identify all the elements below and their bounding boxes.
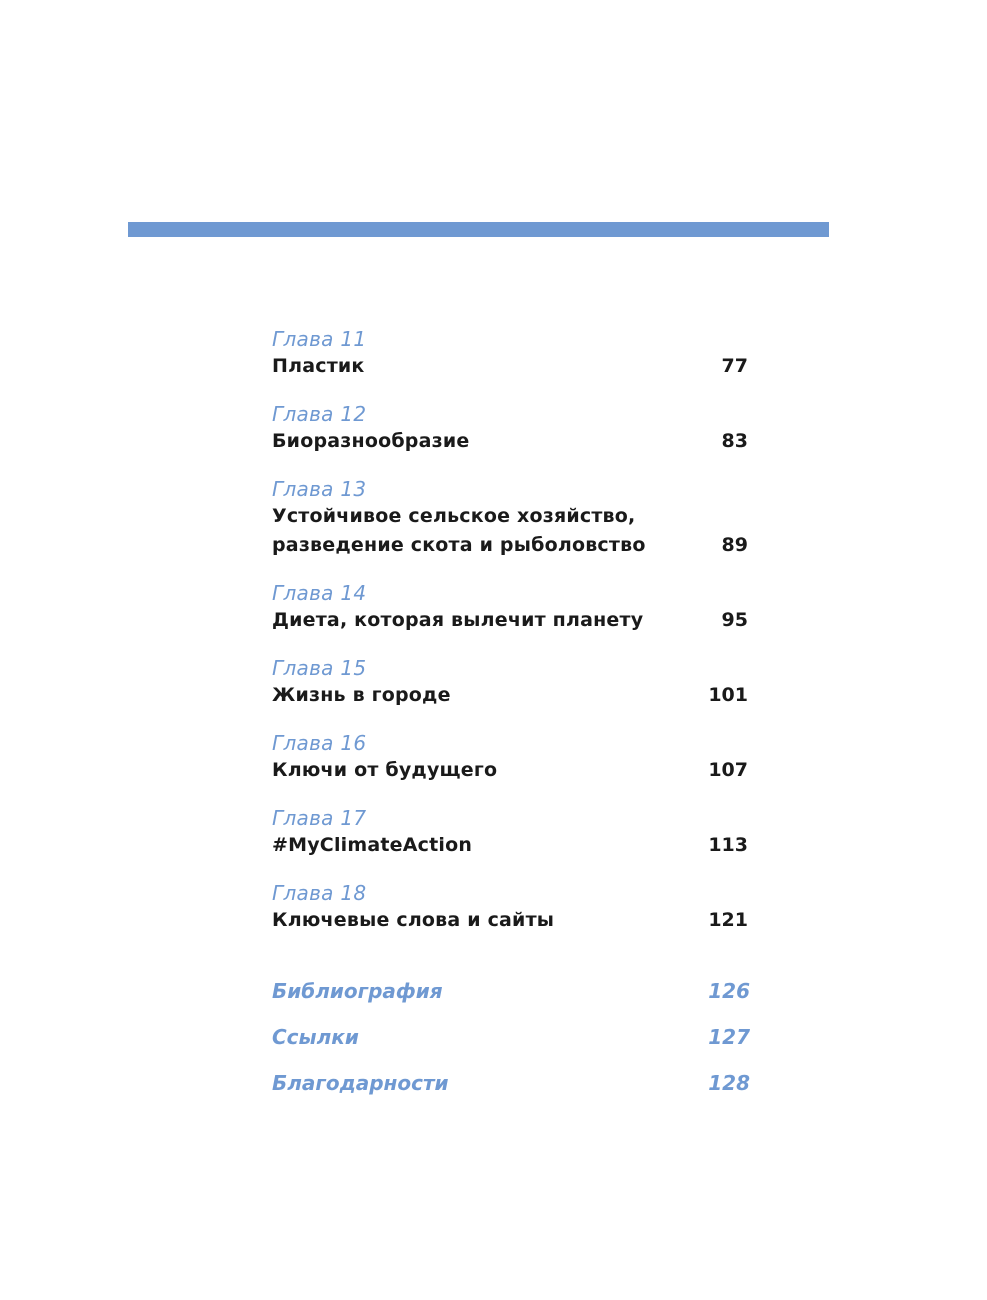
back-matter-title: Ссылки [272,1025,359,1049]
chapter-label: Глава 11 [272,327,367,351]
toc-entry-row [272,681,750,710]
chapter-page-number: 83 [721,430,748,452]
chapter-label: Глава 16 [272,731,367,755]
back-matter-page-number: 126 [708,979,750,1003]
chapter-page-number: 89 [721,534,748,556]
toc-entry-row [272,352,750,381]
back-matter-page-number: 128 [708,1071,750,1095]
back-matter-title: Благодарности [272,1071,449,1095]
back-matter-entry [272,1024,750,1050]
toc-entry [272,880,750,935]
chapter-title: Пластик [272,355,365,377]
chapter-label: Глава 15 [272,656,367,680]
toc-entry [272,655,750,710]
chapter-list [272,326,750,935]
toc-entry [272,476,750,560]
chapter-label: Глава 17 [272,806,367,830]
chapter-title: #MyClimateAction [272,834,473,856]
back-matter-entry [272,1070,750,1096]
back-matter-page-number: 127 [708,1025,750,1049]
toc-entry-row [272,756,750,785]
chapter-title: Биоразнообразие [272,430,470,452]
chapter-label: Глава 13 [272,477,367,501]
chapter-title: Ключи от будущего [272,759,498,781]
chapter-title: Устойчивое сельское хозяйство, разведение скота и рыболовство [272,505,646,556]
table-of-contents [272,326,750,1116]
chapter-page-number: 107 [708,759,748,781]
toc-entry-row [272,427,750,456]
toc-entry [272,805,750,860]
back-matter-entry [272,978,750,1004]
chapter-page-number: 101 [708,684,748,706]
chapter-page-number: 77 [721,355,748,377]
toc-entry-row [272,606,750,635]
back-matter-list [272,978,750,1096]
back-matter-title: Библиография [272,979,443,1003]
chapter-page-number: 113 [708,834,748,856]
toc-entry-row [272,502,750,560]
chapter-title: Ключевые слова и сайты [272,909,555,931]
chapter-label: Глава 14 [272,581,367,605]
chapter-title: Диета, которая вылечит планету [272,609,644,631]
toc-entry [272,401,750,456]
toc-entry [272,580,750,635]
chapter-page-number: 121 [708,909,748,931]
toc-entry-row [272,831,750,860]
header-accent-bar [128,222,829,237]
chapter-label: Глава 18 [272,881,367,905]
chapter-page-number: 95 [721,609,748,631]
chapter-label: Глава 12 [272,402,367,426]
toc-entry [272,326,750,381]
chapter-title: Жизнь в городе [272,684,451,706]
toc-entry-row [272,906,750,935]
toc-entry [272,730,750,785]
